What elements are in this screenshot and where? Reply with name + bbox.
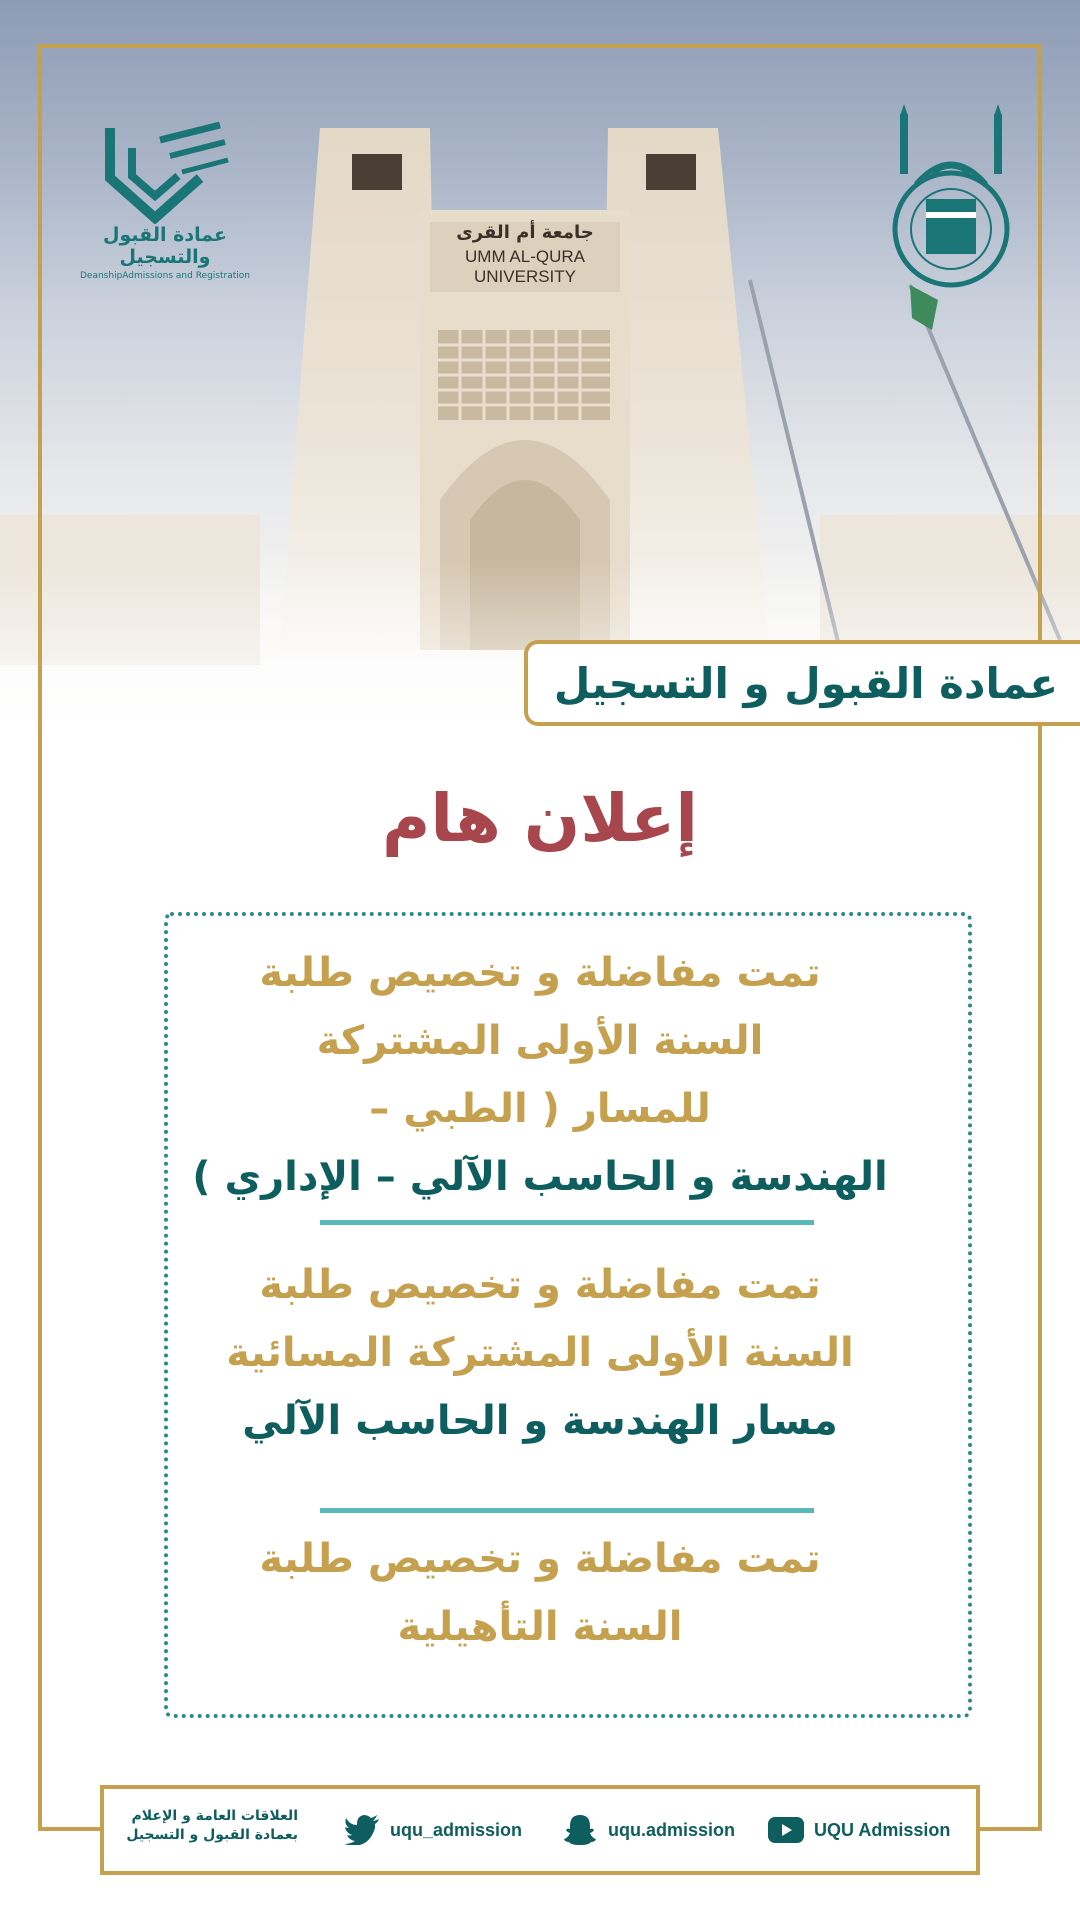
university-logo	[886, 104, 1016, 294]
snapchat-handle: uqu.admission	[608, 1819, 736, 1840]
university-seal-icon	[886, 104, 1016, 294]
building-sign-line2: UNIVERSITY	[473, 267, 577, 286]
section-3-line-1: تمت مفاضلة و تخصيص طلبة	[259, 1536, 821, 1582]
youtube-icon	[768, 1812, 804, 1848]
section-1-line-3: للمسار ( الطبي –	[369, 1086, 711, 1132]
building-sign-arabic: جامعة أم القرى	[456, 222, 594, 243]
section-1-line-2: السنة الأولى المشتركة	[316, 1018, 764, 1064]
youtube-link[interactable]	[768, 1789, 950, 1871]
section-1-line-1: تمت مفاضلة و تخصيص طلبة	[259, 950, 821, 996]
twitter-handle: uqu_admission	[390, 1819, 523, 1840]
deanship-logo-english: DeanshipAdmissions and Registration	[80, 271, 250, 281]
footer-org-line2: بعمادة القبول و التسجيل	[126, 1827, 298, 1843]
section-divider-2	[320, 1508, 814, 1513]
footer-org	[118, 1807, 298, 1845]
youtube-handle: UQU Admission	[814, 1819, 951, 1840]
deanship-logo-icon	[100, 120, 230, 224]
twitter-icon	[344, 1812, 380, 1848]
announcement-title: إعلان هام	[381, 780, 699, 857]
section-2-line-2: السنة الأولى المشتركة المسائية	[226, 1330, 854, 1376]
twitter-link[interactable]	[344, 1789, 522, 1871]
header-title: عمادة القبول و التسجيل	[553, 658, 1059, 708]
building-sign-line1: UMM AL-QURA	[465, 247, 585, 266]
deanship-logo-arabic: عمادة القبول والتسجيل	[103, 224, 227, 268]
section-3-line-2: السنة التأهيلية	[397, 1604, 683, 1650]
section-2-line-1: تمت مفاضلة و تخصيص طلبة	[259, 1262, 821, 1308]
header-tab	[524, 640, 1080, 726]
section-1-line-4: الهندسة و الحاسب الآلي – الإداري )	[192, 1154, 888, 1200]
footer-social-bar	[100, 1785, 980, 1875]
snapchat-icon	[562, 1812, 598, 1848]
section-2-line-3: مسار الهندسة و الحاسب الآلي	[242, 1398, 838, 1444]
section-divider-1	[320, 1220, 814, 1225]
snapchat-link[interactable]	[562, 1789, 735, 1871]
deanship-logo	[70, 120, 260, 281]
footer-org-line1: العلاقات العامة و الإعلام	[131, 1808, 298, 1824]
